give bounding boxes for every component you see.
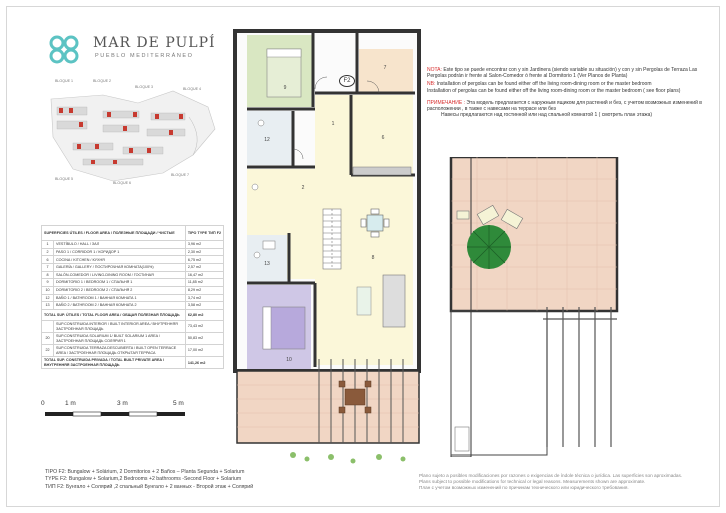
surface-area-table: [41, 225, 224, 369]
room-number: 2: [301, 185, 305, 191]
room-number: 9: [283, 85, 287, 91]
table-row: 7 GALERÍA / GALLERY / ПОСТИРОЧНАЯ КОМНАТА(100%) 2,57 m2: [42, 264, 224, 272]
scale-label-5: 5 m: [173, 400, 184, 407]
disclaimer-en: Plans subject to possible modifications for technical or legal reasons. Measurements shown are approximate.: [419, 479, 646, 485]
brand-tagline: PUEBLO MEDITERRÁNEO: [95, 53, 194, 59]
table-row: 22 SUP.CONSTRUIDA TERRAZA DESCUBIERTA / BUILT OPEN TERRACE AREA / ЗАСТРОЕННАЯ ПЛОЩАДЬ ОТКРЫТАЯ ТЕРРАСА 17,00 m2: [42, 345, 224, 357]
sitemap-label: BLOQUE 2: [93, 79, 111, 83]
table-row: 2 PASO 1 / CORRIDOR 1 / КОРИДОР 1 2,30 m2: [42, 248, 224, 256]
scale-label-3: 3 m: [117, 400, 128, 407]
room-number: 10: [286, 357, 292, 363]
table-row: 1 VESTÍBULO / HALL / ЗАЛ 3,96 m2: [42, 241, 224, 249]
type-description: [45, 469, 253, 491]
table-header: [42, 226, 224, 241]
table-total-row: TOTAL SUP. CONSTRUIDA PRIVADA / TOTAL BUILT PRIVATE AREA / ВНУТРЕННЯЯ ЗАСТРОЕННАЯ ПЛОЩАДЬ 141,26 m2: [42, 357, 224, 369]
floor-plan-drawing: [233, 29, 424, 473]
sitemap-label: BLOQUE 6: [113, 181, 131, 185]
logo-mark-icon: [43, 29, 89, 69]
disclaimer: [419, 473, 682, 492]
table-row: 12 BAÑO 1 / BATHROOM 1 / ВАННАЯ КОМНАТА 1 3,74 m2: [42, 294, 224, 302]
room-number: 7: [383, 65, 387, 71]
sitemap-label: BLOQUE 5: [55, 177, 73, 181]
table-row: 13 BAÑO 2 / BATHROOM 2 / ВАННАЯ КОМНАТА 2 3,58 m2: [42, 302, 224, 310]
notes-block: [427, 67, 717, 120]
room-number: 13: [264, 261, 270, 267]
sitemap-label: BLOQUE 4: [183, 87, 201, 91]
sitemap-label: BLOQUE 1: [55, 79, 73, 83]
table-header-type: TIPO TYPE ТИП F2: [185, 226, 223, 241]
note-en: NB: Installation of pergolas can be found either off the living room-dining room or the master bedroom Installation of pergolas can be found either off the living room-dining room or the master bedroom ( see floor plans): [427, 81, 681, 94]
room-number: 1: [331, 121, 335, 127]
table-row: SUP.CONSTRUIDA INTERIOR / BUILT INTERIOR AREA / ВНУТРЕННЯЯ ЗАСТРОЕННАЯ ПЛОЩАДЬ 73,43 m2: [42, 321, 224, 333]
scale-bar: [41, 400, 195, 422]
table-header-name: SUPERFICIES ÚTILES / FLOOR AREA / ПОЛЕЗНЫЕ ПЛОЩАДИ / ЧИСТЫЕ: [42, 226, 186, 241]
scale-label-0: 0: [41, 400, 45, 407]
scale-ruler: [45, 410, 195, 420]
room-number: 6: [381, 135, 385, 141]
sitemap-label: BLOQUE 3: [135, 85, 153, 89]
solarium-plan: [447, 157, 624, 457]
note-es: NOTA: Este tipo se puede encontrar con y sin Jardinera (siendo variable su situación) y con y sin Pergolas de Terraza Las Pergolas podrán ir frente al Salon-Comedor ó frente al Dormitorio 1 (Ver Planos de Planta): [427, 67, 698, 80]
site-map: [43, 77, 223, 187]
table-row: 9 DORMITORIO 1 / BEDROOM 1 / СПАЛЬНЯ 1 11,85 m2: [42, 279, 224, 287]
disclaimer-ru: План с учетом возможных изменений по причинам технического или юридического требования.: [419, 485, 629, 491]
type-description-en: TYPE F2: Bungalow + Solarium,2 Bedrooms +2 bathrooms -Second Floor + Solarium: [45, 476, 242, 483]
note-ru: ПРИМЕЧАНИЕ : Эта модель предлагается с наружным ящиком для растений и без, с учетом возможных изменений в расположении , в также с навесами на террасе или без Навесы предлагаются над гостинной или над спальной комнатой 1 ( смотреть план этажа): [427, 99, 702, 119]
table-row: 8 SALÓN-COMEDOR / LIVING-DINING ROOM / ГОСТИНАЯ 16,47 m2: [42, 271, 224, 279]
table-row: 10 DORMITORIO 2 / BEDROOM 2 / СПАЛЬНЯ 2 8,29 m2: [42, 286, 224, 294]
floor-plan: [233, 29, 424, 473]
sitemap-label: BLOQUE 7: [171, 173, 189, 177]
plan-type-tag: F2: [339, 75, 355, 87]
room-number: 8: [371, 255, 375, 261]
type-description-es: TIPO F2: Bungalow + Solárium, 2 Dormitorios + 2 Baños – Planta Segunda + Solarium: [45, 469, 245, 475]
plan-sheet: [6, 6, 720, 507]
disclaimer-es: Plano sujeto a posibles modificaciones por razones o exigencias de índole técnica o jurídica. Las superficies son aproximadas.: [419, 473, 683, 478]
table-total-row: TOTAL SUP. ÚTILES / TOTAL FLOOR AREA / ОБЩАЯ ПОЛЕЗНАЯ ПЛОЩАДЬ 62,80 m2: [42, 309, 224, 320]
brand-logo: [43, 29, 233, 69]
scale-label-1: 1 m: [65, 400, 76, 407]
solarium-drawing: [447, 157, 624, 457]
table-row: 20 SUP.CONSTRUIDA SOLARIUM 1/ BUILT SOLARIUM 1 AREA / ЗАСТРОЕННАЯ ПЛОЩАДЬ СОЛЯРИЯ 1 50,83 m2: [42, 333, 224, 345]
table-row: 6 COCINA / KITCHEN / КУХНЯ 6,75 m2: [42, 256, 224, 264]
site-map-drawing: [43, 77, 223, 187]
type-description-ru: ТИП F2: Бунгало + Солярий ,2 спальный Бунгало + 2 ванных - Второй этаж + Солярий: [45, 483, 254, 490]
room-number: 12: [264, 137, 270, 143]
brand-name: MAR DE PULPÍ: [93, 35, 216, 51]
